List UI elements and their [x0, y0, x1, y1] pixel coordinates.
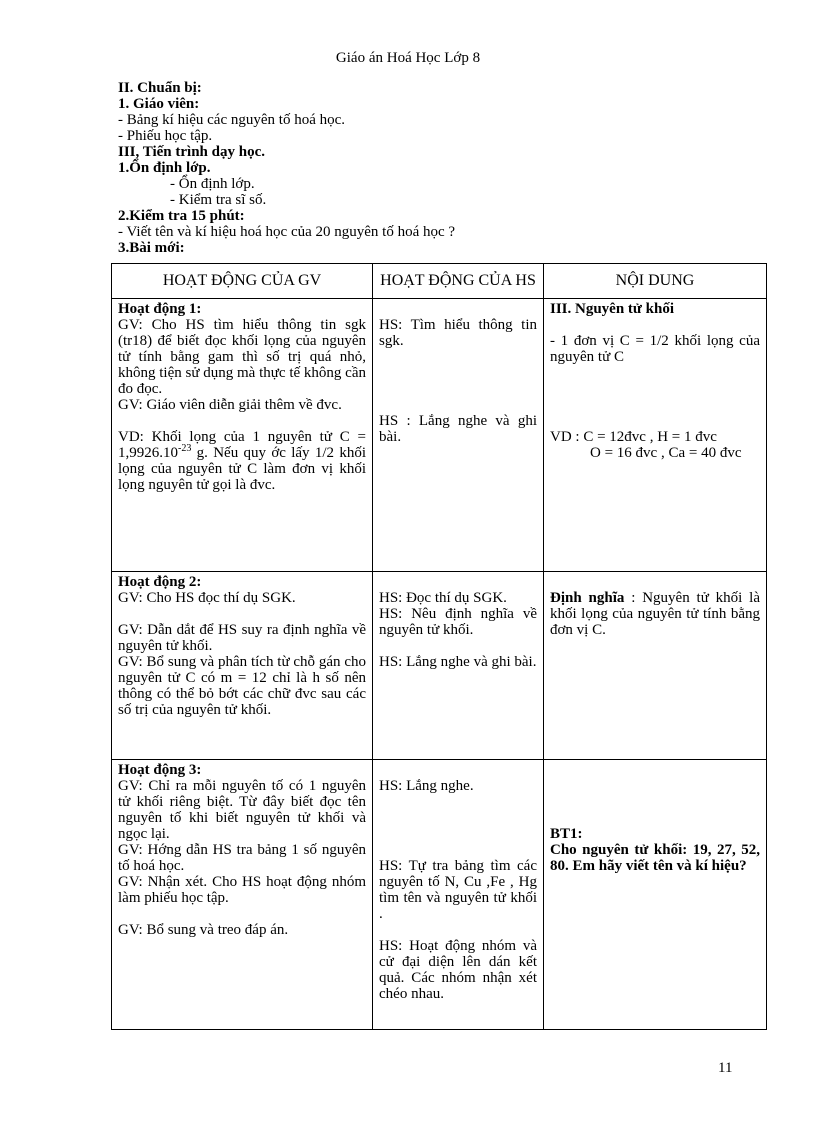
gv-text: GV: Cho HS tìm hiểu thông tin sgk (tr18) để biết đọc khối lọng của nguyên tử tính bằng gam thì số trị quá nhỏ, không tiện sử dụng mà thực tế không cần đo đọc.: [118, 317, 366, 397]
hs-text: HS: Đọc thí dụ SGK.: [379, 590, 507, 606]
hs-text: HS: Lắng nghe và ghi bài.: [379, 654, 537, 670]
gv-cell: [112, 760, 373, 1030]
header-content: NỘI DUNG: [544, 264, 767, 299]
section-quiz: 2.Kiểm tra 15 phút:: [118, 208, 245, 224]
lesson-intro: [118, 80, 758, 256]
exercise-text: Cho nguyên tử khối: 19, 27, 52, 80. Em hãy viết tên và kí hiệu?: [550, 842, 760, 874]
gv-example-exponent: -23: [178, 443, 192, 454]
section-teacher: 1. Giáo viên:: [118, 96, 200, 112]
content-text: VD : C = 12đvc , H = 1 đvc: [550, 429, 717, 445]
table-row: [112, 572, 767, 760]
hs-text: HS: Lắng nghe.: [379, 778, 474, 794]
hs-text: HS: Nêu định nghĩa về nguyên tử khối.: [379, 606, 537, 638]
gv-text: GV: Hớng dẫn HS tra bảng 1 số nguyên tố hoá học.: [118, 842, 366, 874]
stabilize-item-2: - Kiểm tra sĩ số.: [170, 192, 267, 208]
gv-text: GV: Dẫn dắt để HS suy ra định nghĩa về nguyên tử khối.: [118, 622, 366, 654]
activity-title: Hoạt động 3:: [118, 762, 202, 778]
page-number: 11: [718, 1060, 733, 1076]
content-cell: [544, 572, 767, 760]
table-header-row: [112, 264, 767, 299]
gv-text: GV: Chỉ ra mỗi nguyên tố có 1 nguyên tử khối riêng biệt. Từ đây biết đọc tên nguyên tố khi biết nguyên tử khối và ngọc lại.: [118, 778, 366, 842]
stabilize-item-1: - Ổn định lớp.: [170, 176, 255, 192]
content-text: [550, 590, 760, 638]
content-title: III. Nguyên tử khối: [550, 301, 675, 317]
table-row: [112, 760, 767, 1030]
content-text: - 1 đơn vị C = 1/2 khối lọng của nguyên tử C: [550, 333, 760, 365]
teacher-item-1: - Bảng kí hiệu các nguyên tố hoá học.: [118, 112, 346, 128]
gv-cell: [112, 572, 373, 760]
exercise-title: BT1:: [550, 826, 583, 842]
content-cell: [544, 299, 767, 572]
section-procedure: III, Tiến trình dạy học.: [118, 144, 265, 160]
section-class-stabilize: 1.Ổn định lớp.: [118, 160, 211, 176]
section-preparation: II. Chuẩn bị:: [118, 80, 202, 96]
teacher-item-2: - Phiếu học tập.: [118, 128, 213, 144]
activity-title: Hoạt động 1:: [118, 301, 202, 317]
section-new-lesson: 3.Bài mới:: [118, 240, 185, 256]
lesson-table: [111, 263, 767, 1030]
content-cell: [544, 760, 767, 1030]
gv-text: [118, 429, 366, 493]
gv-text: GV: Bổ sung và phân tích từ chỗ gán cho nguyên tử C có m = 12 chỉ là h số nên thông có thể bỏ bớt các chữ đvc sau các số trị của nguyên tử khối.: [118, 654, 366, 718]
definition-label: Định nghĩa: [550, 590, 625, 606]
gv-example-b: g. Nếu quy ớc lấy 1/2 khối lọng của nguyên tử C làm đơn vị khối lọng nguyên tử gọi là đvc.: [118, 445, 366, 493]
gv-example-a: VD: Khối lọng của 1 nguyên tử C = 1,9926.10: [118, 429, 366, 461]
activity-title: Hoạt động 2:: [118, 574, 202, 590]
header-hs: HOẠT ĐỘNG CỦA HS: [373, 264, 544, 299]
hs-cell: [373, 572, 544, 760]
header-gv: HOẠT ĐỘNG CỦA GV: [112, 264, 373, 299]
gv-cell: [112, 299, 373, 572]
hs-text: HS: Tự tra bảng tìm các nguyên tố N, Cu ,Fe , Hg tìm tên và nguyên tử khối .: [379, 858, 537, 922]
definition-text: : Nguyên tử khối là khối lọng của nguyên tử tính bằng đơn vị C.: [550, 590, 760, 638]
page-header: Giáo án Hoá Học Lớp 8: [335, 50, 481, 66]
hs-cell: [373, 299, 544, 572]
table-row: [112, 299, 767, 572]
gv-text: GV: Giáo viên diễn giải thêm về đvc.: [118, 397, 342, 413]
gv-text: GV: Nhận xét. Cho HS hoạt động nhóm làm phiếu học tập.: [118, 874, 366, 906]
hs-cell: [373, 760, 544, 1030]
hs-text: HS: Tìm hiểu thông tin sgk.: [379, 317, 537, 349]
gv-text: GV: Bổ sung và treo đáp án.: [118, 922, 289, 938]
quiz-question: - Viết tên và kí hiệu hoá học của 20 nguyên tố hoá học ?: [118, 224, 456, 240]
gv-text: GV: Cho HS đọc thí dụ SGK.: [118, 590, 296, 606]
hs-text: HS : Lắng nghe và ghi bài.: [379, 413, 537, 445]
content-text: O = 16 đvc , Ca = 40 đvc: [590, 445, 742, 461]
hs-text: HS: Hoạt động nhóm và cử đại diện lên dán kết quả. Các nhóm nhận xét chéo nhau.: [379, 938, 537, 1002]
